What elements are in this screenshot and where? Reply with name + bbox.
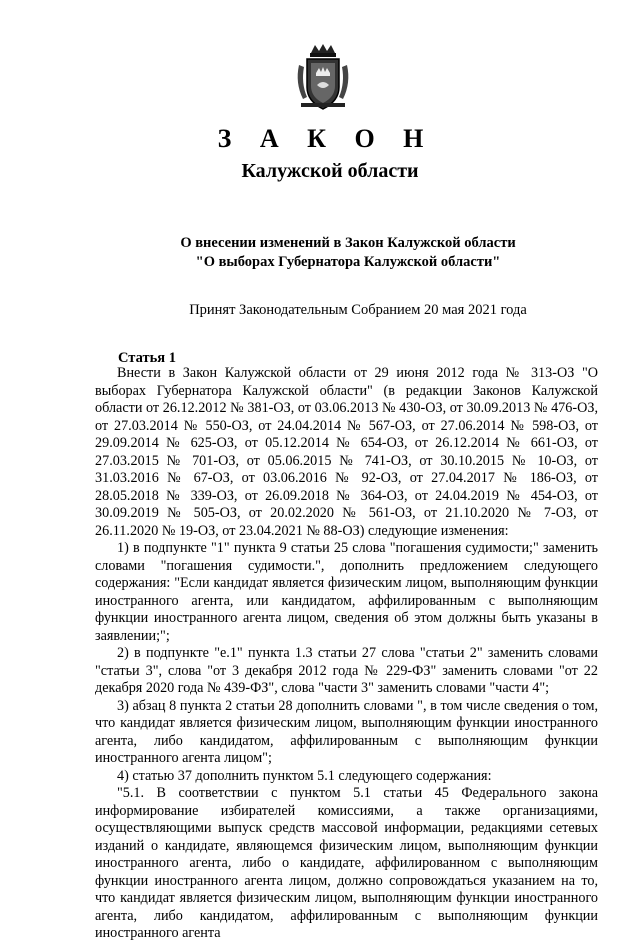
- article-paragraph: 3) абзац 8 пункта 2 статьи 28 дополнить словами ", в том числе сведения о том, что кандидат является физическим лицом, выполняющим функции иностранного агента, либо кандидатом, аффилированным с выполняющим функции иностранного агента лицом";: [95, 697, 598, 766]
- article-paragraph: 1) в подпункте "1" пункта 9 статьи 25 слова "погашения судимости;" заменить словами "погашения судимости.", дополнить предложением следующего содержания: "Если кандидат является физическим лицом, выполняющим функции иностранного агента, или кандидатом, аффилированным с выполняющим функции иностранного агента лицом, сведения об этом должны быть указаны в заявлении;";: [95, 540, 598, 644]
- law-title: [0, 234, 640, 272]
- article-heading: Статья 1: [118, 350, 176, 366]
- law-title-line2: "О выборах Губернатора Калужской области": [195, 254, 501, 270]
- article-paragraph: "5.1. В соответствии с пунктом 5.1 статьи 45 Федерального закона информирование избирателей комиссиями, а также организациями, осуществляющими выпуск средств массовой информации, редакциями сетевых изданий о кандидате, являющемся физическим лицом, выполняющим функции иностранного агента, либо о кандидате, аффилированном с выполняющим функции иностранного агента лицом, должно сопровождаться указанием на то, что кандидат является физическим лицом, выполняющим функции иностранного агента, либо кандидатом, аффилированным с выполняющим функции иностранного агента: [95, 785, 598, 941]
- law-heading: З А К О Н: [217, 124, 435, 153]
- law-title-line1: О внесении изменений в Закон Калужской области: [180, 235, 516, 251]
- article-paragraph: Внести в Закон Калужской области от 29 июня 2012 года № 313-ОЗ "О выборах Губернатора Калужской области" (в редакции Законов Калужской области от 26.12.2012 № 381-ОЗ, от 03.06.2013 № 430-ОЗ, от 30.09.2013 № 476-ОЗ, от 27.03.2014 № 550-ОЗ, от 24.04.2014 № 567-ОЗ, от 27.06.2014 № 598-ОЗ, от 29.09.2014 № 625-ОЗ, от 05.12.2014 № 654-ОЗ, от 26.12.2014 № 661-ОЗ, от 27.03.2015 № 701-ОЗ, от 05.06.2015 № 741-ОЗ, от 30.10.2015 № 10-ОЗ, от 31.03.2016 № 67-ОЗ, от 03.06.2016 № 92-ОЗ, от 27.04.2017 № 186-ОЗ, от 28.05.2018 № 339-ОЗ, от 26.09.2018 № 364-ОЗ, от 24.04.2019 № 454-ОЗ, от 30.09.2019 № 505-ОЗ, от 20.02.2020 № 561-ОЗ, от 21.10.2020 № 7-ОЗ, от 26.11.2020 № 19-ОЗ, от 23.04.2021 № 88-ОЗ) следующие изменения:: [95, 365, 598, 539]
- article-paragraph: 2) в подпункте "е.1" пункта 1.3 статьи 27 слова "статьи 2" заменить словами "статьи 3", слова "от 3 декабря 2012 года № 229-ФЗ" заменить словами "от 22 декабря 2020 года № 439-ФЗ", слова "части 3" заменить словами "части 4";: [95, 645, 598, 696]
- article-body: [95, 365, 598, 943]
- adoption-note: Принят Законодательным Собранием 20 мая 2021 года: [189, 302, 527, 318]
- article-paragraph: 4) статью 37 дополнить пунктом 5.1 следующего содержания:: [117, 767, 492, 784]
- coat-of-arms-icon: [293, 43, 353, 113]
- law-region: Калужской области: [241, 160, 419, 182]
